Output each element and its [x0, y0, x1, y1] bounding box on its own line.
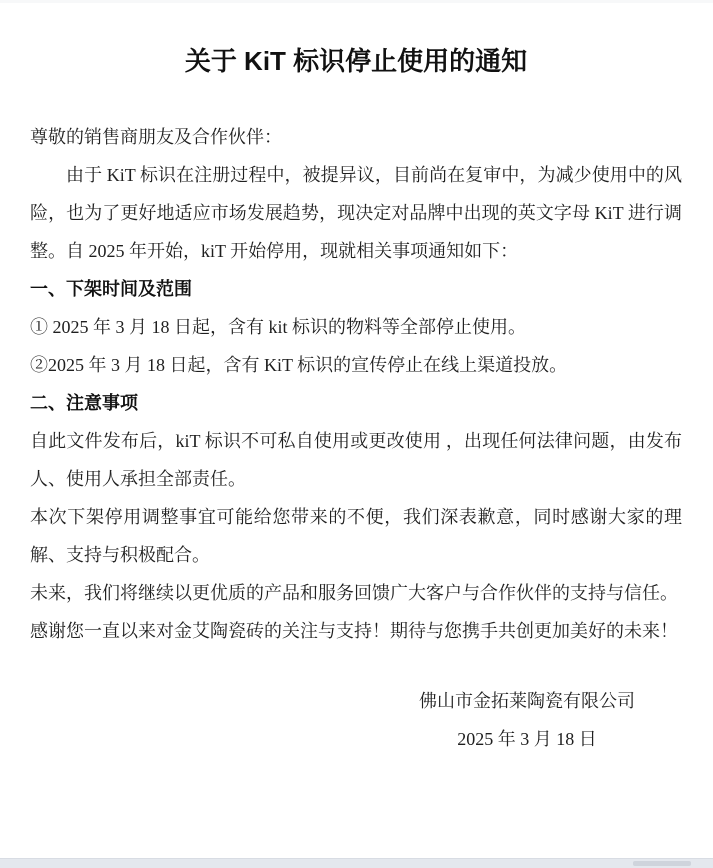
signature-block [407, 682, 647, 758]
document-body [30, 118, 682, 650]
section-2-paragraph-1: 自此文件发布后，kiT 标识不可私自使用或更改使用 ，出现任何法律问题，由发布人、使用人承担全部责任。 [30, 431, 682, 489]
section-1-item-1: ① 2025 年 3 月 18 日起，含有 kit 标识的物料等全部停止使用。 [30, 317, 526, 337]
document-content [30, 45, 682, 758]
section-2-paragraph-3: 未来，我们将继续以更优质的产品和服务回馈广大客户与合作伙伴的支持与信任。 [30, 583, 678, 603]
taskbar-highlight-patch [633, 861, 691, 866]
salutation: 尊敬的销售商朋友及合作伙伴： [30, 127, 282, 147]
page-title: 关于 KiT 标识停止使用的通知 [184, 46, 528, 76]
section-2-paragraph-4: 感谢您一直以来对金艾陶瓷砖的关注与支持！期待与您携手共创更加美好的未来！ [30, 621, 678, 641]
taskbar-top-edge [0, 858, 713, 868]
signature-date: 2025 年 3 月 18 日 [457, 729, 597, 749]
section-1-heading: 一、下架时间及范围 [30, 279, 192, 299]
signature-company: 佛山市金拓莱陶瓷有限公司 [419, 691, 635, 711]
section-2-heading: 二、注意事项 [30, 393, 138, 413]
intro-paragraph: 由于 KiT 标识在注册过程中，被提异议，目前尚在复审中，为减少使用中的风险，也为了更好地适应市场发展趋势，现决定对品牌中出现的英文字母 KiT 进行调整。自 2025 年开始，kiT 开始停用，现就相关事项通知如下： [30, 165, 682, 261]
section-1-item-2: ②2025 年 3 月 18 日起，含有 KiT 标识的宣传停止在线上渠道投放。 [30, 355, 568, 375]
top-edge-line [0, 0, 713, 3]
section-2-paragraph-2: 本次下架停用调整事宜可能给您带来的不便，我们深表歉意，同时感谢大家的理解、支持与积极配合。 [30, 507, 682, 565]
